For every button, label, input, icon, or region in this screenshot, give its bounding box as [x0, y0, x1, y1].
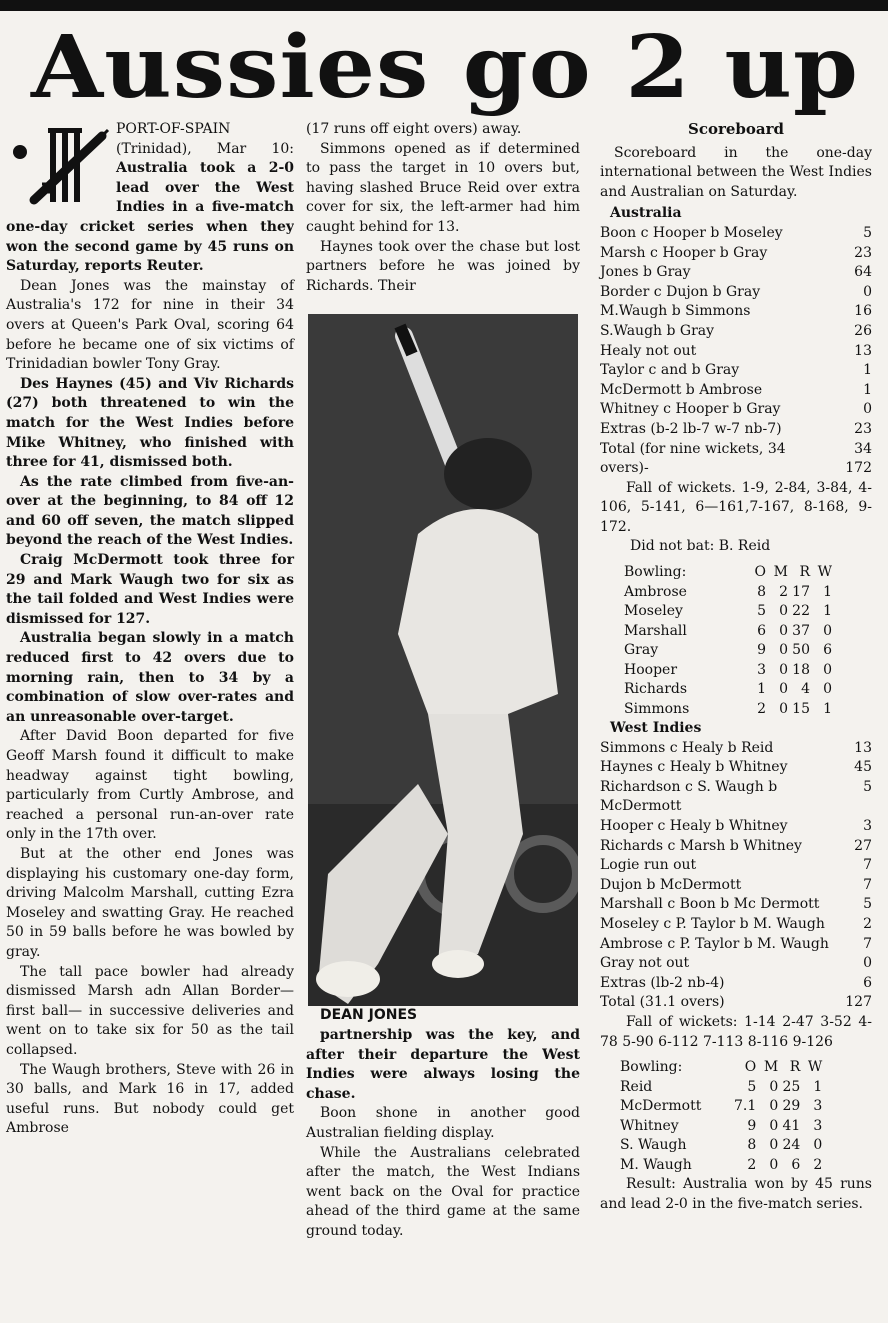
bowling-figure: 50 [792, 642, 810, 659]
batting-row [600, 817, 872, 837]
batting-row [600, 895, 872, 915]
bowler: Ambrose [624, 583, 687, 600]
batsman: Dujon b McDermott [600, 876, 742, 893]
bowling-figure: 0 [769, 1098, 779, 1115]
article-paragraph: While the Australians celebrated after the match, the West Indians went back on the Oval for practice ahead of the third game at the same ground today. [306, 1144, 580, 1239]
bowling-table [624, 563, 836, 719]
batsman: Ambrose c P. Taylor b M. Waugh [600, 935, 829, 952]
bowling-figure: 0 [823, 661, 832, 678]
batting-row [600, 302, 872, 322]
article-paragraph: The Waugh brothers, Steve with 26 in 30 balls, and Mark 16 in 17, added useful runs. But nobody could get Ambrose [6, 1061, 294, 1137]
batting-row [600, 342, 872, 362]
bowling-figure: 1 [823, 700, 832, 717]
article-paragraph: As the rate climbed from five-an-over at the beginning, to 84 off 12 and 60 off seven, the match slipped beyond the reach of the West Indies. [6, 473, 294, 549]
bowling-header [620, 1058, 826, 1078]
runs: 13 [854, 342, 872, 359]
bowling-figure: 3 [813, 1117, 823, 1134]
bowler: Gray [624, 642, 659, 659]
bowling-figure: 37 [792, 622, 810, 639]
bowling-row [620, 1097, 826, 1117]
bowling-figure: 8 [757, 583, 766, 600]
batsman: Whitney c Hooper b Gray [600, 401, 781, 418]
batting-row [600, 974, 872, 994]
batting-row [600, 400, 872, 420]
bowling-figure: 2 [757, 700, 766, 717]
bowling-figure: 0 [813, 1137, 823, 1154]
bowling-figure: 0 [769, 1156, 779, 1173]
batsman: Taylor c and b Gray [600, 362, 740, 379]
batting-row [600, 420, 872, 440]
bowling-figure: 1 [757, 681, 766, 698]
batting-row [600, 856, 872, 876]
bowler: Bowling: [624, 564, 687, 581]
fall-of-wickets: Fall of wickets: 1-14 2-47 3-52 4-78 5-90 6-112 7-113 8-116 9-126 [600, 1013, 872, 1050]
runs: 5 [863, 224, 872, 241]
batsman: Jones b Gray [600, 264, 691, 281]
batting-row [600, 244, 872, 264]
runs: 23 [854, 420, 872, 437]
article-column-2 [306, 120, 580, 1241]
did-not-bat: Did not bat: B. Reid [630, 538, 771, 555]
bowling-row [624, 680, 836, 700]
bowling-row [620, 1078, 826, 1098]
bowler: M. Waugh [620, 1156, 692, 1173]
total-row: overs)- 172 [600, 460, 872, 477]
bowler: Simmons [624, 700, 690, 717]
scoreboard-intro: Scoreboard in the one-day international between the West Indies and Australian on Saturday. [600, 144, 872, 200]
bowling-table [620, 1058, 826, 1175]
bowling-figure: 1 [823, 603, 832, 620]
bowling-row [620, 1117, 826, 1137]
bowling-figure: W [807, 1059, 823, 1076]
bowling-header [624, 563, 836, 583]
bowling-figure: 9 [747, 1117, 757, 1134]
batting-row [600, 739, 872, 759]
bowling-figure: 6 [757, 622, 766, 639]
article-paragraph: Australia began slowly in a match reduced first to 42 overs due to morning rain, then to 34 by a combination of slow over-rates and an unreasonable over-target. [6, 630, 294, 725]
bowling-row [624, 641, 836, 661]
runs: 0 [863, 955, 872, 972]
fall-of-wickets: Fall of wickets. 1-9, 2-84, 3-84, 4-106, 5-141, 6—161,7-167, 8-168, 9-172. [600, 479, 872, 535]
batsman: M.Waugh b Simmons [600, 303, 751, 320]
runs: 64 [854, 264, 872, 281]
article-column-1 [6, 120, 294, 1139]
batting-row [600, 837, 872, 857]
runs: 7 [863, 935, 872, 952]
total-row: Total (for nine wickets, 34 34 [600, 440, 872, 457]
batsman: Simmons c Healy b Reid [600, 739, 774, 756]
bowling-figure: 3 [757, 661, 766, 678]
batting-row [600, 224, 872, 244]
bowling-figure: 0 [769, 1078, 779, 1095]
bowling-figure: 0 [779, 622, 788, 639]
runs: 27 [854, 837, 872, 854]
runs: 3 [863, 818, 872, 835]
bowling-figure: 6 [823, 642, 832, 659]
batsman: Healy not out [600, 342, 697, 359]
bowling-figure: M [763, 1059, 779, 1076]
bowling-figure: 41 [782, 1117, 801, 1134]
batsman: Richardson c S. Waugh b McDermott [600, 778, 778, 815]
bowling-figure: 0 [779, 642, 788, 659]
bowling-figure: 25 [782, 1078, 801, 1095]
team-name: West Indies [610, 720, 702, 737]
batting-row [600, 915, 872, 935]
bowling-figure: 29 [782, 1098, 801, 1115]
batting-list [600, 224, 872, 440]
bowler: Bowling: [620, 1059, 683, 1076]
bowling-figure: 18 [792, 661, 810, 678]
batting-list [600, 739, 872, 1013]
runs: 16 [854, 303, 872, 320]
bowling-figure: 5 [757, 603, 766, 620]
bowling-figure: M [773, 564, 788, 581]
bowling-figure: 0 [823, 622, 832, 639]
article-paragraph: Des Haynes (45) and Viv Richards (27) both threatened to win the match for the West Indies before Mike Whitney, who finished with three for 41, dismissed both. [6, 375, 294, 471]
bowler: Marshall [624, 622, 687, 639]
runs: 6 [863, 974, 872, 991]
bowling-figure: 0 [779, 603, 788, 620]
bowler: S. Waugh [620, 1137, 687, 1154]
batsman: Moseley c P. Taylor b M. Waugh [600, 916, 825, 932]
bowling-figure: 0 [769, 1117, 779, 1134]
cricket-stumps-bat-ball-icon [6, 126, 110, 208]
runs: 7 [863, 876, 872, 893]
bowler: McDermott [620, 1098, 702, 1115]
bowling-figure: 0 [769, 1137, 779, 1154]
article-paragraph: Boon shone in another good Australian fielding display. [306, 1105, 580, 1141]
batsman: Total (31.1 overs) [600, 994, 725, 1011]
bowling-figure: 2 [813, 1156, 823, 1173]
article-paragraph: partnership was the key, and after their departure the West Indies were always losing the chase. [306, 1026, 580, 1102]
bowling-row [624, 602, 836, 622]
scoreboard [600, 120, 872, 1214]
runs: 2 [863, 916, 872, 932]
bowling-row [624, 700, 836, 720]
runs: 127 [845, 994, 872, 1011]
batting-row [600, 283, 872, 303]
bowler: Whitney [620, 1117, 679, 1134]
bowling-figure: O [754, 564, 766, 581]
batting-row [600, 954, 872, 974]
bowling-figure: 2 [747, 1156, 757, 1173]
batsman: Border c Dujon b Gray [600, 283, 761, 300]
runs: 0 [863, 401, 872, 418]
bowling-figure: 15 [792, 700, 810, 717]
bowling-figure: 7.1 [734, 1098, 757, 1115]
batsman: Haynes c Healy b Whitney [600, 759, 788, 776]
bowling-figure: 5 [747, 1078, 757, 1095]
batsman: Logie run out [600, 857, 697, 874]
batting-row [600, 381, 872, 401]
article-paragraph: Dean Jones was the mainstay of Australia's 172 for nine in their 34 overs at Queen's Park Oval, scoring 64 before he became one of six victims of Trinidadian bowler Tony Gray. [6, 277, 294, 373]
bowling-row [624, 583, 836, 603]
batting-row [600, 876, 872, 896]
scoreboard-title: Scoreboard [687, 120, 785, 138]
runs: 45 [854, 759, 872, 776]
runs: 7 [863, 857, 872, 874]
bowler: Hooper [624, 661, 678, 678]
bowling-figure: 1 [823, 583, 832, 600]
bowling-row [624, 661, 836, 681]
batsman: S.Waugh b Gray [600, 322, 715, 339]
bowling-figure: 22 [792, 603, 810, 620]
runs: 1 [863, 381, 872, 398]
bowling-figure: 6 [791, 1156, 801, 1173]
batting-row [600, 935, 872, 955]
article-paragraph: But at the other end Jones was displaying his customary one-day form, driving Malcolm Marshall, cutting Ezra Moseley and swatting Gray. He reached 50 in 59 balls before he was bowled by gray. [6, 845, 294, 960]
bowling-figure: 17 [792, 583, 810, 600]
batsman: Extras (lb-2 nb-4) [600, 974, 725, 991]
bowling-figure: 0 [823, 681, 832, 698]
match-result: Result: Australia won by 45 runs and lead 2-0 in the five-match series. [600, 1176, 872, 1212]
batting-row [600, 758, 872, 778]
batsman: Marshall c Boon b Mc Dermott [600, 896, 820, 913]
runs: 23 [854, 244, 872, 261]
bowling-figure: R [789, 1059, 801, 1076]
runs: 13 [854, 739, 872, 756]
bowling-row [624, 622, 836, 642]
bowling-figure: 8 [747, 1137, 757, 1154]
batting-row [600, 322, 872, 342]
runs: 5 [863, 896, 872, 913]
article-paragraph: Haynes took over the chase but lost partners before he was joined by Richards. Their [306, 238, 580, 294]
article-paragraph: The tall pace bowler had already dismissed Marsh adn Allan Border— first ball— in successive deliveries and went on to take six for 50 as the tail collapsed. [6, 963, 294, 1058]
batting-row [600, 993, 872, 1013]
article-paragraph: Simmons opened as if determined to pass the target in 10 overs but, having slashed Bruce Reid over extra cover for six, the left-armer had him caught behind for 13. [306, 140, 580, 235]
batting-row [600, 778, 872, 817]
bowling-figure: R [799, 564, 810, 581]
runs: 0 [863, 283, 872, 300]
runs: 26 [854, 322, 872, 339]
bowling-figure: 3 [813, 1098, 823, 1115]
top-rule [0, 0, 888, 11]
batsman: McDermott b Ambrose [600, 381, 763, 398]
bowler: Richards [624, 681, 688, 698]
bowler: Moseley [624, 603, 683, 620]
team-name: Australia [610, 205, 682, 222]
bowler: Reid [620, 1078, 653, 1095]
batting-row [600, 361, 872, 381]
bowling-figure: 9 [757, 642, 766, 659]
batsman: Extras (b-2 lb-7 w-7 nb-7) [600, 420, 782, 437]
bowling-row [620, 1156, 826, 1176]
article-paragraph: (17 runs off eight overs) away. [306, 121, 522, 137]
article-paragraph: After David Boon departed for five Geoff Marsh found it difficult to make headway against tight bowling, particularly from Curtly Ambrose, and reached a personal run-an-over rate only in the 17th over. [6, 728, 294, 843]
bowling-figure: O [744, 1059, 757, 1076]
bowling-figure: 2 [779, 583, 788, 600]
bowling-figure: W [817, 564, 832, 581]
runs: 5 [863, 778, 872, 795]
article-dateline: PORT-OF-SPAIN (Trinidad), Mar 10: Australia took a 2-0 lead over the West Indies in a five-match one-day cricket series when they won the second game by 45 runs on Saturday, reports Reuter. [6, 121, 294, 275]
runs: 1 [863, 362, 872, 379]
batsman-photo [308, 314, 578, 1006]
batsman: Boon c Hooper b Moseley [600, 224, 783, 241]
batsman: Hooper c Healy b Whitney [600, 818, 788, 835]
bowling-figure: 1 [813, 1078, 823, 1095]
batsman: Richards c Marsh b Whitney [600, 837, 802, 854]
headline: Aussies go 2 up [30, 17, 860, 118]
photo-caption: DEAN JONES [320, 1007, 418, 1024]
batsman: Marsh c Hooper b Gray [600, 244, 768, 261]
bowling-row [620, 1136, 826, 1156]
batting-row [600, 263, 872, 283]
bowling-figure: 0 [779, 681, 788, 698]
bowling-figure: 4 [801, 681, 810, 698]
bowling-figure: 0 [779, 700, 788, 717]
batsman: Gray not out [600, 955, 690, 972]
article-paragraph: Craig McDermott took three for 29 and Mark Waugh two for six as the tail folded and West Indies were dismissed for 127. [6, 552, 294, 627]
bowling-figure: 0 [779, 661, 788, 678]
bowling-figure: 24 [782, 1137, 801, 1154]
